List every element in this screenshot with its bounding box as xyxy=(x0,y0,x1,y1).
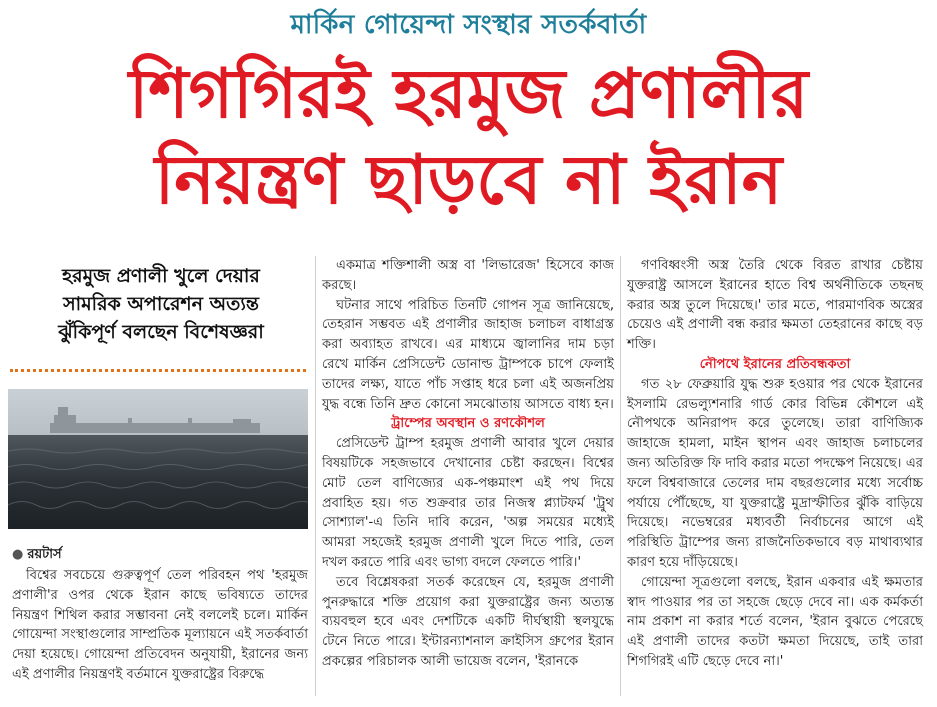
headline xyxy=(0,52,937,224)
headline-line-1: শিগগিরই হরমুজ প্রণালীর xyxy=(128,55,809,134)
subheadline xyxy=(18,262,304,346)
subhead-line-1: হরমুজ প্রণালী খুলে দেয়ার xyxy=(62,265,260,287)
paragraph: তবে বিশ্লেষকরা সতর্ক করেছেন যে, হরমুজ প্রণালী পুনরুদ্ধারে শক্তি প্রয়োগ করা যুক্তরাষ্ট্রের জন্য অত্যন্ত ব্যয়বহুল হবে এবং দেশটিকে একটি দীর্ঘস্থায়ী স্থলযুদ্ধে টেনে নিতে পারে। ইন্টারন্যাশনাল ক্রাইসিস গ্রুপের ইরান প্রকল্পের পরিচালক আলী ভায়েজ বলেন, 'ইরানকে xyxy=(322,574,614,669)
paragraph: গণবিধ্বংসী অস্ত্র তৈরি থেকে বিরত রাখার চেষ্টায় যুক্তরাষ্ট্র আসলে ইরানের হাতে বিশ্ব অর্থনীতিকে তছনছ করার অস্ত্র তুলে দিয়েছে।' তার মতে, পারমাণবিক অস্ত্রের চেয়েও এই প্রণালী বন্ধ করার ক্ষমতা তেহরানের কাছে বড় শক্তি। xyxy=(627,258,923,353)
column-2 xyxy=(322,256,614,672)
section-heading: ট্রাম্পের অবস্থান ও রণকৌশল xyxy=(391,416,545,432)
column-divider xyxy=(315,256,316,696)
column-3 xyxy=(627,256,923,672)
subhead-line-2: সামরিক অপারেশন অত্যন্ত xyxy=(63,293,259,315)
paragraph: গত ২৮ ফেব্রুয়ারি যুদ্ধ শুরু হওয়ার পর থেকে ইরানের ইসলামি রেভল্যুশনারি গার্ড কোর বিভিন্ন কৌশলে এই নৌপথকে অনিরাপদ করে তুলেছে। তারা বাণিজ্যিক জাহাজে হামলা, মাইন স্থাপন এবং জাহাজ চলাচলের জন্য অতিরিক্ত ফি দাবি করার মতো পদক্ষেপ নিয়েছে। এর ফলে বিশ্ববাজারে তেলের দাম বছরগুলোর মধ্যে সর্বোচ্চ পর্যায়ে পৌঁছেছে, যা যুক্তরাষ্ট্রে মুদ্রাস্ফীতির ঝুঁকি বাড়িয়ে দিয়েছে। নভেম্বরের মধ্যবর্তী নির্বাচনের আগে এই পরিস্থিতি ট্রাম্পের জন্য রাজনৈতিকভাবে বড় মাথাব্যথার কারণ হয়ে দাঁড়িয়েছে। xyxy=(627,376,923,570)
column-1 xyxy=(12,566,308,685)
section-heading: নৌপথে ইরানের প্রতিবন্ধকতা xyxy=(699,356,851,372)
source-name: রয়টার্স xyxy=(27,547,62,562)
source-credit xyxy=(12,545,62,566)
kicker: মার্কিন গোয়েন্দা সংস্থার সতর্কবার্তা xyxy=(290,10,647,40)
paragraph: ঘটনার সাথে পরিচিত তিনটি গোপন সূত্র জানিয়েছে, তেহরান সম্ভবত এই প্রণালীর জাহাজ চলাচল বাধাগ্রস্ত করা অব্যাহত রাখবে। এর মাধ্যমে জ্বালানির দাম চড়া রেখে মার্কিন প্রেসিডেন্ট ডোনাল্ড ট্রাম্পকে চাপে ফেলাই তাদের লক্ষ্য, যাতে পাঁচ সপ্তাহ ধরে চলা এই অজনপ্রিয় যুদ্ধ বন্ধে তিনি দ্রুত কোনো সমঝোতায় আসতে বাধ্য হন। xyxy=(322,297,614,412)
ship-at-sea-image xyxy=(8,389,308,529)
column-divider xyxy=(620,256,621,696)
subhead-line-3: ঝুঁকিপূর্ণ বলছেন বিশেষজ্ঞরা xyxy=(58,321,264,343)
paragraph: প্রেসিডেন্ট ট্রাম্প হরমুজ প্রণালী আবার খুলে দেয়ার বিষয়টিকে সহজভাবে দেখানোর চেষ্টা করছেন। বিশ্বের মোট তেল বাণিজ্যের এক-পঞ্চমাংশ এই পথ দিয়ে প্রবাহিত হয়। গত শুক্রবার তার নিজস্ব প্ল্যাটফর্ম 'ট্রুথ সোশ্যাল'-এ তিনি দাবি করেন, 'অল্প সময়ের মধ্যেই আমরা সহজেই হরমুজ প্রণালী খুলে দিতে পারি, তেল দখল করতে পারি এবং ভাগ্য বদলে ফেলতে পারি।' xyxy=(322,436,614,570)
news-photo xyxy=(8,389,308,529)
paragraph: একমাত্র শক্তিশালী অস্ত্র বা 'লিভারেজ' হিসেবে কাজ করছে। xyxy=(322,258,614,293)
bullet-icon: ● xyxy=(12,547,24,562)
dotted-divider xyxy=(10,369,306,372)
paragraph: বিশ্বের সবচেয়ে গুরুত্বপূর্ণ তেল পরিবহন পথ 'হরমুজ প্রণালী'র ওপর থেকে ইরান কাছে ভবিষ্যতে তাদের নিয়ন্ত্রণ শিথিল করার সম্ভাবনা নেই বললেই চলে। মার্কিন গোয়েন্দা সংস্থাগুলোর সাম্প্রতিক মূল্যায়নে এই সতর্কবার্তা দেয়া হয়েছে। গোয়েন্দা প্রতিবেদন অনুযায়ী, ইরানের জন্য এই প্রণালীর নিয়ন্ত্রণই বর্তমানে যুক্তরাষ্ট্রের বিরুদ্ধে xyxy=(12,568,308,682)
paragraph: গোয়েন্দা সূত্রগুলো বলছে, ইরান একবার এই ক্ষমতার স্বাদ পাওয়ার পর তা সহজে ছেড়ে দেবে না। এক কর্মকর্তা নাম প্রকাশ না করার শর্তে বলেন, 'ইরান বুঝতে পেরেছে এই প্রণালী তাদের কতটা ক্ষমতা দিয়েছে, তাই তারা শিগগিরই এটি ছেড়ে দেবে না।' xyxy=(627,574,923,669)
headline-line-2: নিয়ন্ত্রণ ছাড়বে না ইরান xyxy=(154,141,783,220)
